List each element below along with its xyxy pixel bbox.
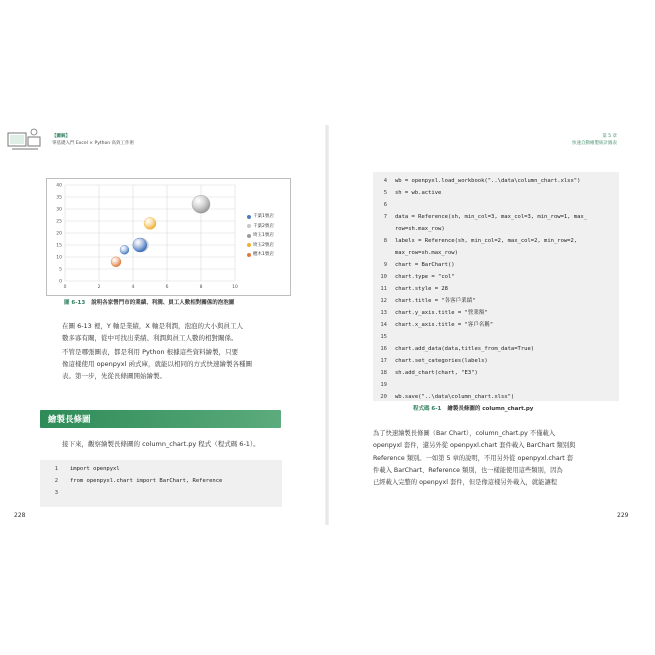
paragraph-right-line-2: openpyxl 套件，還另外從 openpyxl.chart 套件載入 BarChart 類別與 bbox=[373, 442, 576, 450]
code-text: max_row=sh.max_row) bbox=[395, 250, 458, 256]
code-text: chart.type = "col" bbox=[395, 274, 455, 280]
code-line bbox=[373, 271, 619, 283]
y-tick-label: 5 bbox=[59, 267, 62, 273]
line-number: 13 bbox=[380, 310, 387, 316]
header-left bbox=[52, 133, 134, 147]
line-number: 7 bbox=[383, 214, 387, 220]
code-text: import openpyxl bbox=[70, 466, 120, 472]
paragraph-2-line-3: 表。第一步，先從長條圖開始繪製。 bbox=[62, 372, 166, 380]
legend-item bbox=[247, 231, 274, 241]
legend-label: 千葉2號店 bbox=[253, 223, 274, 229]
code-line bbox=[40, 463, 282, 475]
line-number: 10 bbox=[380, 274, 387, 280]
legend-item bbox=[247, 212, 274, 222]
code-caption-number: 程式碼 6-1 bbox=[413, 406, 442, 412]
code-line bbox=[373, 259, 619, 271]
bubble-extra bbox=[133, 238, 147, 252]
code-text: wb.save("..\data\column_chart.xlsx") bbox=[395, 394, 515, 400]
line-number: 4 bbox=[383, 178, 387, 184]
paragraph-right-line-1: 為了快速繪製長條圖（Bar Chart），column_chart.py 不僅載入 bbox=[373, 430, 556, 437]
line-number: 16 bbox=[380, 346, 387, 352]
paragraph-3-line: 接下來，觀察繪製長條圖的 column_chart.py 程式（程式碼 6-1）。 bbox=[62, 440, 260, 448]
line-number: 19 bbox=[380, 382, 387, 388]
x-tick-label: 8 bbox=[199, 285, 203, 290]
code-line bbox=[373, 367, 619, 379]
code-line bbox=[373, 319, 619, 331]
line-number: 17 bbox=[380, 358, 387, 364]
legend-marker bbox=[247, 234, 251, 238]
figure-caption bbox=[64, 298, 234, 306]
code-caption-text: 繪製長條圖的 column_chart.py bbox=[447, 406, 534, 412]
code-line bbox=[373, 175, 619, 187]
y-tick-label: 0 bbox=[59, 279, 62, 285]
code-line bbox=[373, 235, 619, 247]
line-number bbox=[373, 223, 387, 235]
legend-item bbox=[247, 250, 274, 260]
chart-legend bbox=[247, 212, 274, 260]
section-heading bbox=[40, 410, 281, 428]
x-tick-label: 2 bbox=[97, 285, 101, 290]
legend-label: 埼玉1號店 bbox=[253, 233, 274, 238]
code-line bbox=[373, 283, 619, 295]
paragraph-2-line-1: 不管是哪張圖表，都是利用 Python 根據這些資料繪製，只要 bbox=[62, 348, 239, 356]
code-line bbox=[373, 343, 619, 355]
header-chapter-title: 快速自動繪製統計圖表 bbox=[572, 141, 617, 146]
paragraph-2-line-2: 像這樣使用 openpyxl 函式庫，就能以相同的方式快速繪製各種圖 bbox=[62, 360, 252, 368]
line-number: 3 bbox=[54, 490, 58, 496]
page-number-right: 229 bbox=[617, 512, 629, 519]
bubble-3 bbox=[144, 217, 156, 229]
legend-marker bbox=[247, 253, 251, 257]
legend-marker bbox=[247, 215, 251, 219]
line-number: 18 bbox=[380, 370, 387, 376]
code-line bbox=[373, 199, 619, 211]
code-line bbox=[373, 379, 619, 391]
code-line bbox=[373, 391, 619, 403]
paragraph-right bbox=[373, 428, 625, 489]
paragraph-2 bbox=[62, 346, 324, 382]
paragraph-1 bbox=[62, 320, 324, 344]
code-line bbox=[373, 331, 619, 343]
paragraph-1-line-2: 數多寡有關，從中可找出業績、利潤與員工人數的相對關係。 bbox=[62, 334, 238, 342]
code-line bbox=[40, 487, 282, 499]
legend-marker bbox=[247, 243, 251, 247]
code-text: chart.x_axis.title = "客戶名稱" bbox=[395, 322, 494, 328]
code-text: chart.add_data(data,titles_from_data=True) bbox=[395, 346, 535, 352]
code-text: sh.add_chart(chart, "E3") bbox=[395, 370, 478, 376]
line-number: 6 bbox=[383, 202, 387, 208]
y-tick-label: 40 bbox=[56, 183, 62, 189]
header-chapter: 第 5 章 bbox=[602, 134, 617, 139]
section-title: 繪製長條圖 bbox=[48, 415, 91, 425]
figure-caption-text: 說明各家營門市的業績、利潤、員工人數相對關係的泡泡圖 bbox=[91, 300, 235, 306]
legend-item bbox=[247, 222, 274, 232]
code-text: chart = BarChart() bbox=[395, 262, 455, 268]
legend-marker bbox=[247, 224, 251, 228]
paragraph-3 bbox=[62, 438, 324, 450]
code-text: from openpyxl.chart import BarChart, Reference bbox=[70, 478, 223, 484]
paragraph-right-line-3: Reference 類別。一如第 5 章的說明，不用另外從 openpyxl.chart 套 bbox=[373, 454, 574, 462]
code-text: chart.set_categories(labels) bbox=[395, 358, 488, 364]
line-number: 14 bbox=[380, 322, 387, 328]
code-line bbox=[373, 355, 619, 367]
header-book-title: 零基礎入門 Excel × Python 高效工作術 bbox=[52, 141, 135, 146]
x-tick-label: 10 bbox=[232, 285, 238, 290]
code-text: sh = wb.active bbox=[395, 190, 442, 196]
code-text: chart.style = 28 bbox=[395, 286, 448, 292]
code-line bbox=[373, 247, 619, 259]
line-number: 20 bbox=[380, 394, 387, 400]
code-text: data = Reference(sh, min_col=3, max_col=3, min_row=1, max_ bbox=[395, 214, 588, 220]
paragraph-right-line-4: 件載入 BarChart、Reference 類別，也一樣能使用這些類別，因為 bbox=[373, 466, 563, 474]
code-text: labels = Reference(sh, min_col=2, max_col=2, min_row=2, bbox=[395, 238, 578, 244]
header-right bbox=[572, 133, 617, 147]
x-tick-label: 0 bbox=[63, 285, 67, 290]
code-line bbox=[373, 295, 619, 307]
figure-number: 圖 6-13 bbox=[64, 300, 86, 306]
code-text: chart.title = "各客戶業績" bbox=[395, 298, 476, 304]
chapter-illustration-icon bbox=[6, 127, 44, 155]
header-tag: 【圖解】 bbox=[52, 134, 70, 139]
line-number: 12 bbox=[380, 298, 387, 304]
y-tick-label: 25 bbox=[56, 219, 62, 225]
legend-label: 埼玉2號店 bbox=[253, 242, 274, 248]
line-number: 1 bbox=[54, 466, 58, 472]
line-number: 11 bbox=[380, 286, 387, 292]
line-number: 15 bbox=[380, 334, 387, 340]
paragraph-1-line-1: 在圖 6-13 裡，Y 軸是業績，X 軸是利潤，泡泡的大小與員工人 bbox=[62, 322, 243, 330]
y-tick-label: 35 bbox=[56, 195, 62, 201]
y-tick-label: 30 bbox=[56, 207, 62, 213]
line-number: 5 bbox=[383, 190, 387, 196]
y-tick-label: 15 bbox=[56, 243, 62, 249]
code-block-left bbox=[40, 460, 282, 507]
y-tick-label: 20 bbox=[56, 231, 62, 237]
code-line bbox=[373, 307, 619, 319]
legend-label: 櫪木1號店 bbox=[253, 252, 274, 257]
code-text: row=sh.max_row) bbox=[395, 226, 445, 232]
bubble-chart bbox=[46, 178, 291, 296]
line-number: 8 bbox=[383, 238, 387, 244]
code-line bbox=[373, 211, 619, 223]
line-number bbox=[373, 247, 387, 259]
code-caption bbox=[413, 404, 533, 412]
bubble-0 bbox=[120, 245, 129, 254]
legend-label: 千葉1號店 bbox=[253, 214, 274, 219]
line-number: 9 bbox=[383, 262, 387, 268]
code-line bbox=[373, 187, 619, 199]
x-tick-label: 6 bbox=[165, 285, 169, 290]
paragraph-right-line-5: 已經載入完整的 openpyxl 套件，但是像這樣另外載入，就能讓程 bbox=[373, 479, 558, 487]
code-block-right bbox=[373, 172, 619, 401]
code-text: wb = openpyxl.load_workbook("..\data\column_chart.xlsx") bbox=[395, 178, 581, 184]
code-line bbox=[373, 223, 619, 235]
x-tick-label: 4 bbox=[131, 285, 135, 290]
code-line bbox=[40, 475, 282, 487]
bubble-4 bbox=[111, 257, 121, 267]
y-tick-label: 10 bbox=[56, 255, 62, 261]
page-number-left: 228 bbox=[14, 512, 26, 519]
line-number: 2 bbox=[54, 478, 58, 484]
legend-item bbox=[247, 241, 274, 251]
bubble-2 bbox=[192, 195, 210, 213]
book-gutter bbox=[325, 125, 329, 525]
code-text: chart.y_axis.title = "營業額" bbox=[395, 310, 488, 316]
